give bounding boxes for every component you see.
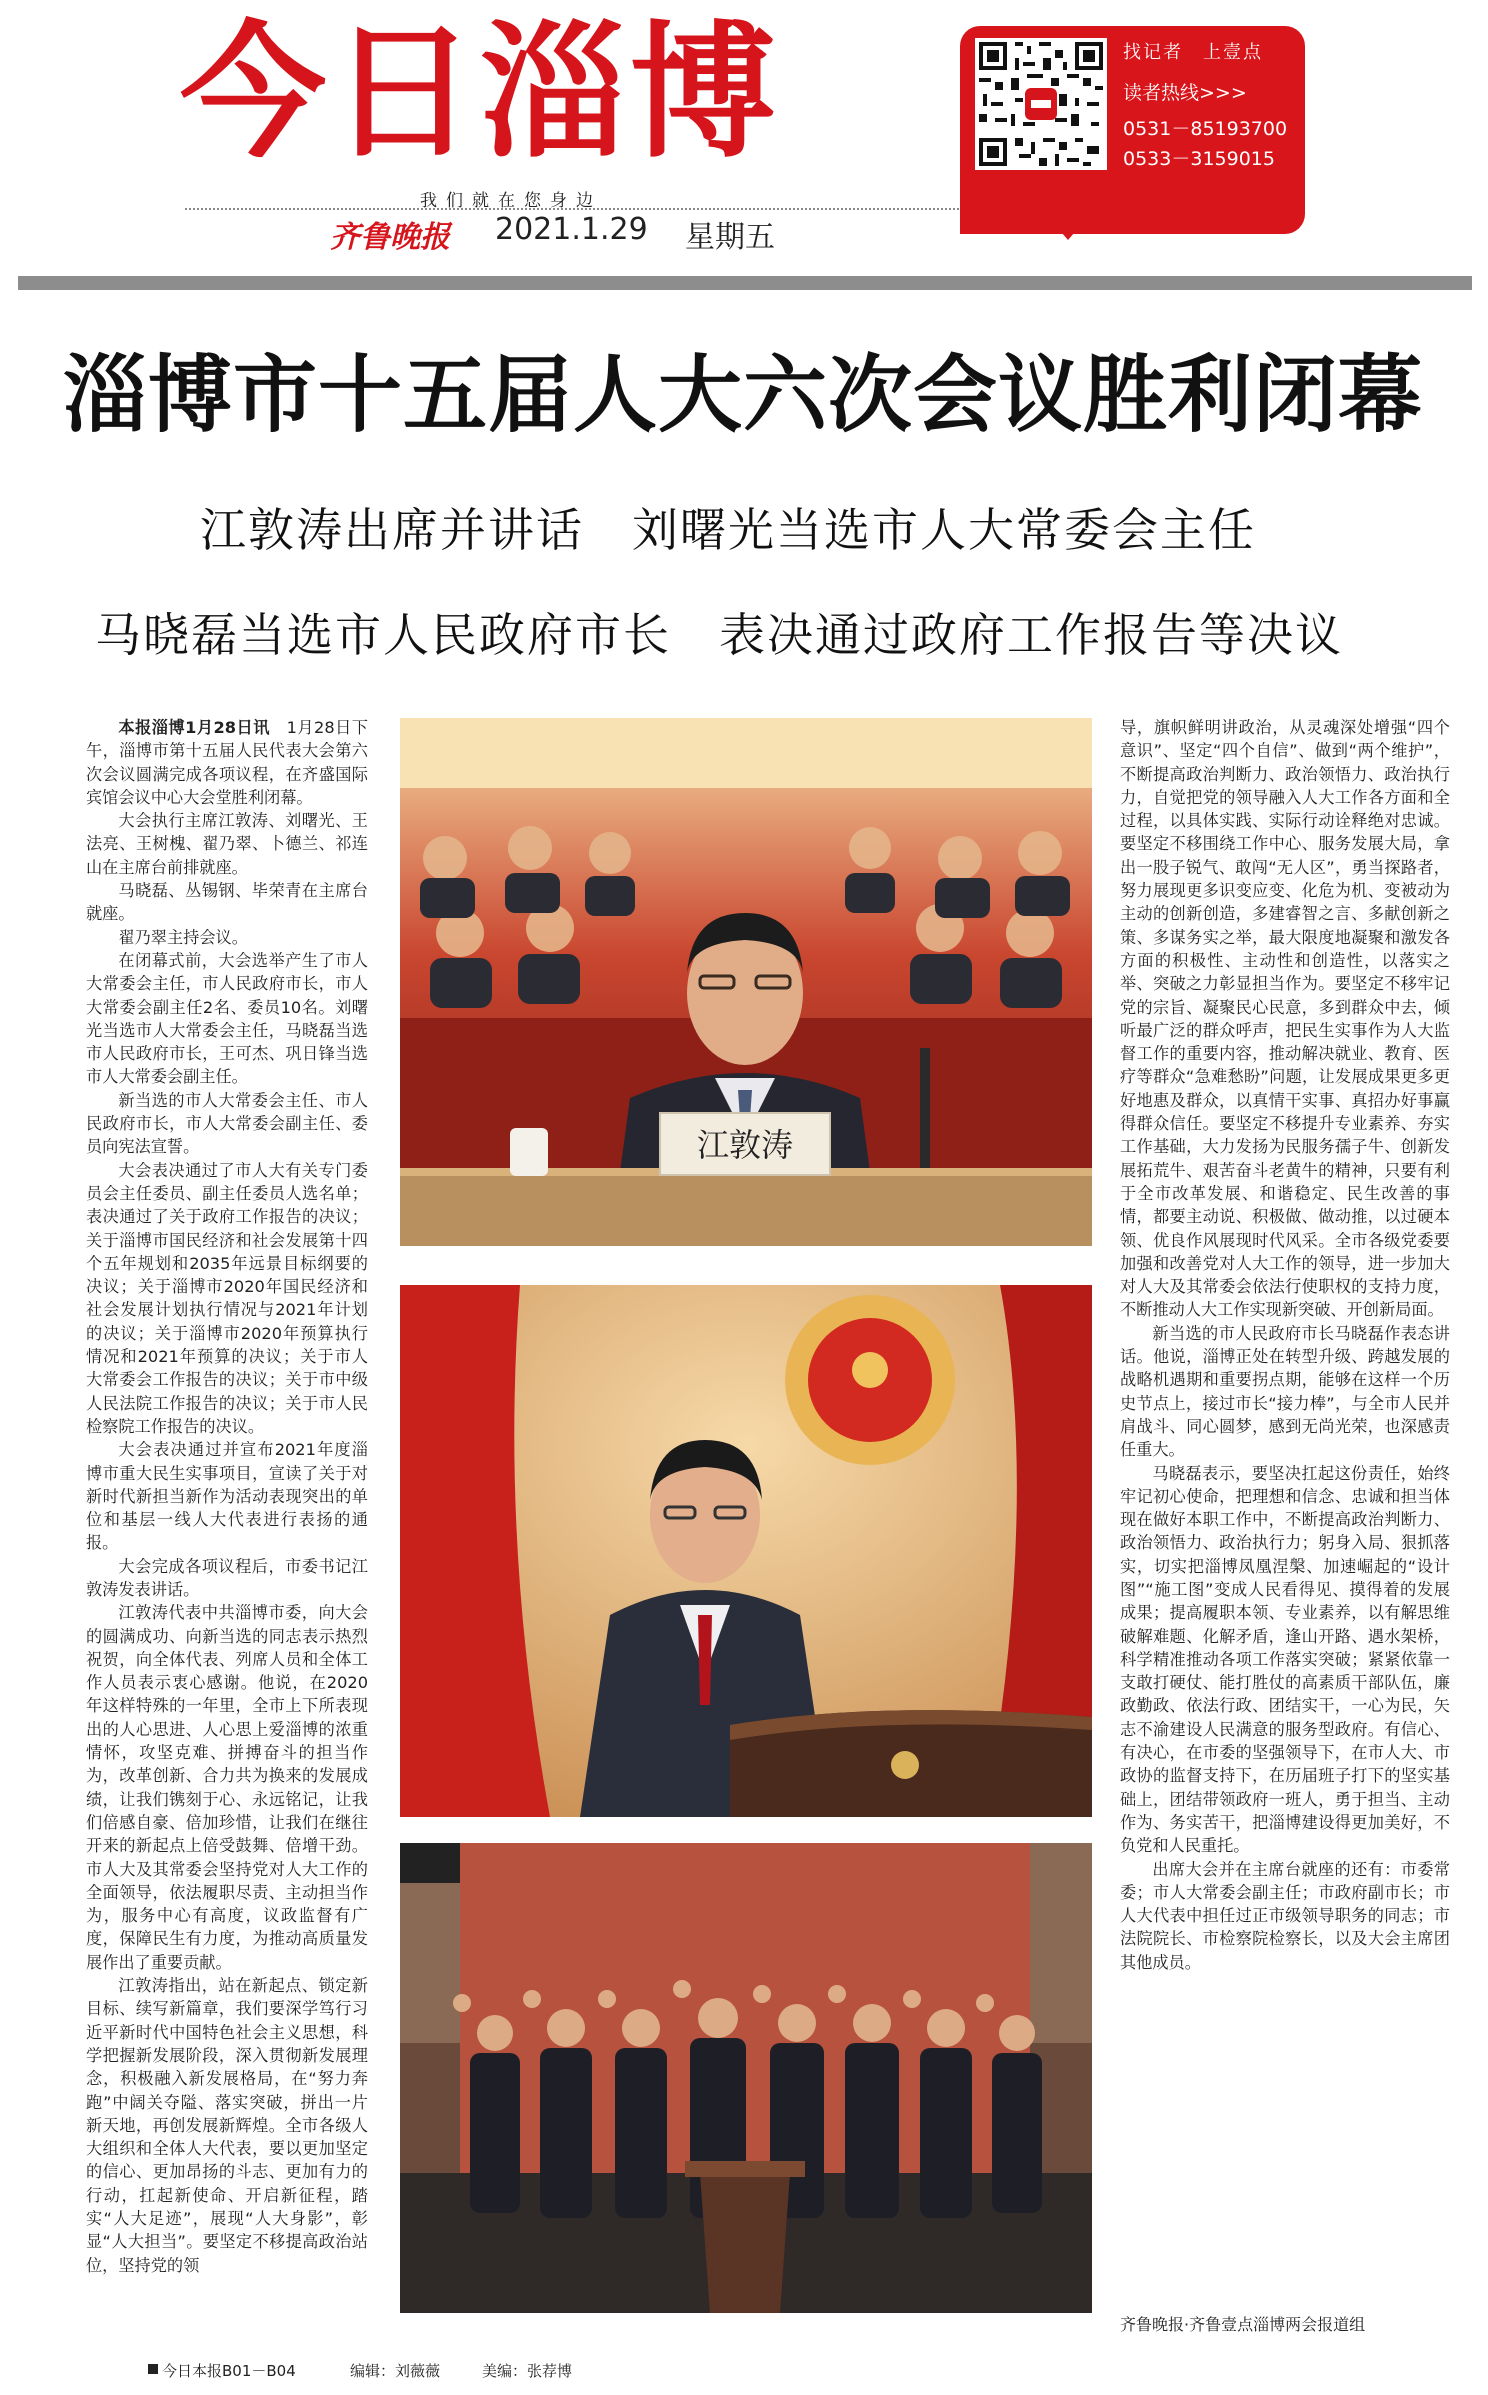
subheadline-1: 江敦涛出席并讲话 刘曙光当选市人大常委会主任: [200, 503, 1256, 557]
article-paragraph: 马晓磊、丛锡钢、毕荣青在主席台就座。: [86, 881, 368, 924]
photo-jiang-duntao-speech: [400, 718, 1092, 1246]
article-paragraph: 翟乃翠主持会议。: [118, 927, 248, 947]
hotline-phone-2: 0533－3159015: [1123, 148, 1275, 170]
article-paragraph: 大会完成各项议程后，市委书记江敦涛发表讲话。: [86, 1556, 368, 1599]
qr-code-icon[interactable]: [975, 38, 1107, 170]
article-column-left: [86, 716, 368, 2336]
article-column-right: [1120, 716, 1450, 2306]
masthead-rule: [18, 276, 1472, 290]
brand-logo: 齐鲁晚报: [330, 220, 450, 255]
masthead-title: 今日淄博: [180, 8, 780, 178]
nameplate-text: 江敦涛: [696, 1126, 794, 1164]
reporter-line: 找记者 上壹点: [1123, 42, 1263, 63]
article-paragraph: 导，旗帜鲜明讲政治，从灵魂深处增强“四个意识”、坚定“四个自信”、做到“两个维护”，不断提高政治判断力、政治领悟力、政治执行力，自觉把党的领导融入人大工作各方面和全过程，以具体实践、实际行动诠释绝对忠诚。要坚定不移围绕工作中心、服务发展大局，拿出一股子锐气、敢闯“无人区”，勇当探路者，努力展现更多识变应变、化危为机、变被动为主动的创新创造，多建睿智之言、多献创新之策、多谋务实之举，最大限度地凝聚和激发各方面的积极性、主动性和创造性，以落实之举、突破之力彰显担当作为。要坚定不移牢记党的宗旨、凝聚民心民意，多到群众中去，倾听最广泛的群众呼声，把民生实事作为人大监督工作的重要内容，推动解决就业、教育、医疗等群众“急难愁盼”问题，让发展成果更多更好地惠及群众，以真情干实事、真招办好事赢得群众信任。要坚定不移提升专业素养、夯实工作基础，大力发扬为民服务孺子牛、创新发展拓荒牛、艰苦奋斗老黄牛的精神，只要有利于全市改革发展、和谐稳定、民生改善的事情，都要主动说、积极做、做动推，以过硬本领、优良作风展现时代风采。全市各级党委要加强和改善党对人大工作的领导，进一步加大对人大及其常委会依法行使职权的支持力度，不断推动人大工作实现新突破、开创新局面。: [1120, 718, 1450, 1320]
article-paragraph: 在闭幕式前，大会选举产生了市人大常委会主任，市人民政府市长，市人大常委会副主任2名、委员10名。刘曙光当选市人大常委会主任，马晓磊当选市人民政府市长，王可杰、巩日锋当选市人大常委会副主任。: [86, 950, 368, 1087]
hotline-phone-1: 0531－85193700: [1123, 118, 1288, 140]
subheadline-2: 马晓磊当选市人民政府市长 表决通过政府工作报告等决议: [95, 608, 1343, 662]
footer-bullet: [148, 2364, 158, 2374]
footer-editor: 编辑：刘薇薇: [350, 2362, 441, 2380]
article-paragraph: 新当选的市人大常委会主任、市人民政府市长，市人大常委会副主任、委员向宪法宣誓。: [86, 1090, 368, 1157]
article-paragraph: 马晓磊表示，要坚决扛起这份责任，始终牢记初心使命，把理想和信念、忠诚和担当体现在做好本职工作中，不断提高政治判断力、政治领悟力、政治执行力；躬身入局、狠抓落实，切实把淄博凤凰涅槃、加速崛起的“设计图”“施工图”变成人民看得见、摸得着的发展成果；提高履职本领、专业素养，以有解思维破解难题、化解矛盾，逢山开路、遇水架桥，科学精准推动各项工作落实突破；紧紧依靠一支敢打硬仗、能打胜仗的高素质干部队伍，廉政勤政、依法行政、团结实干，一心为民，矢志不渝建设人民满意的服务型政府。有信心、有决心，在市委的坚强领导下，在市人大、市政协的监督支持下，在历届班子打下的坚实基础上，团结带领政府一班人，勇于担当、主动作为、务实苦干，把淄博建设得更加美好，不负党和人民重托。: [1120, 1463, 1450, 1856]
article-paragraph: 江敦涛代表中共淄博市委，向大会的圆满成功、向新当选的同志表示热烈祝贺，向全体代表、列席人员和全体工作人员表示衷心感谢。他说，在2020年这样特殊的一年里，全市上下所表现出的人心思进、人心思上爱淄博的浓重情怀，攻坚克难、拼搏奋斗的担当作为，改革创新、合力共为换来的发展成绩，让我们镌刻于心、永远铭记，让我们倍感自豪、倍加珍惜，让我们在继往开来的新起点上倍受鼓舞、倍增干劲。市人大及其常委会坚持党对人大工作的全面领导，依法履职尽责、主动担当作为，服务中心有高度，议政监督有广度，保障民生有力度，为推动高质量发展作出了重要贡献。: [86, 1603, 368, 1972]
article-paragraph: 大会表决通过并宣布2021年度淄博市重大民生实事项目，宣读了关于对新时代新担当新作为活动表现突出的单位和基层一线人大代表进行表扬的通报。: [86, 1440, 368, 1553]
hotline-label: 读者热线>>>: [1123, 82, 1247, 104]
photo-oath-ceremony: [400, 1843, 1092, 2313]
issue-weekday: 星期五: [685, 220, 775, 255]
footer-designer: 美编：张荐博: [482, 2362, 573, 2380]
dateline: 本报淄博1月28日讯: [118, 718, 270, 737]
article-paragraph: 江敦涛指出，站在新起点、锁定新目标、续写新篇章，我们要深学笃行习近平新时代中国特色社会主义思想，科学把握新发展阶段，深入贯彻新发展理念，积极融入新发展格局，在“努力奔跑”中阔关夺隘、落实突破，拼出一片新天地，再创发展新辉煌。全市各级人大组织和全体人大代表，要以更加坚定的信心、更加昂扬的斗志、更加有力的行动，扛起新使命、开启新征程，踏实“人大足迹”，展现“人大身影”，彰显“人大担当”。要坚定不移提高政治站位，坚持党的领: [86, 1976, 368, 2275]
main-headline: 淄博市十五届人大六次会议胜利闭幕: [62, 346, 1423, 444]
article-paragraph: 大会表决通过了市人大有关专门委员会主任委员、副主任委员人选名单；表决通过了关于政府工作报告的决议；关于淄博市国民经济和社会发展第十四个五年规划和2035年远景目标纲要的决议；关于淄博市2020年国民经济和社会发展计划执行情况与2021年计划的决议；关于淄博市2020年预算执行情况和2021年预算的决议；关于市人大常委会工作报告的决议；关于市中级人民法院工作报告的决议；关于市人民检察院工作报告的决议。: [86, 1160, 368, 1436]
hotline-box-tail: [1030, 196, 1106, 240]
issue-date: 2021.1.29: [495, 212, 648, 247]
article-paragraph: 大会执行主席江敦涛、刘曙光、王法亮、王树槐、翟乃翠、卜德兰、祁连山在主席台前排就座。: [86, 811, 368, 877]
article-paragraph: 本报淄博1月28日讯 1月28日下午，淄博市第十五届人民代表大会第六次会议圆满完成各项议程，在齐盛国际宾馆会议中心大会堂胜利闭幕。: [86, 718, 368, 807]
photo-ma-xiaolei-speech: [400, 1285, 1092, 1817]
article-paragraph: 新当选的市人民政府市长马晓磊作表态讲话。他说，淄博正处在转型升级、跨越发展的战略机遇期和重要拐点期，能够在这样一个历史节点上，接过市长“接力棒”，与全市人民并肩战斗、同心圆梦，感到无尚光荣，也深感责任重大。: [1120, 1323, 1450, 1460]
footer-page-range: 今日本报B01－B04: [162, 2362, 296, 2380]
reporting-credit: 齐鲁晚报·齐鲁壹点淄博两会报道组: [1120, 2315, 1366, 2334]
article-paragraph: 出席大会并在主席台就座的还有：市委常委；市人大常委会副主任；市政府副市长；市人大代表中担任过正市级领导职务的同志；市法院院长、市检察院检察长，以及大会主席团其他成员。: [1120, 1859, 1450, 1972]
masthead-slogan: 我们就在您身边: [420, 191, 602, 211]
